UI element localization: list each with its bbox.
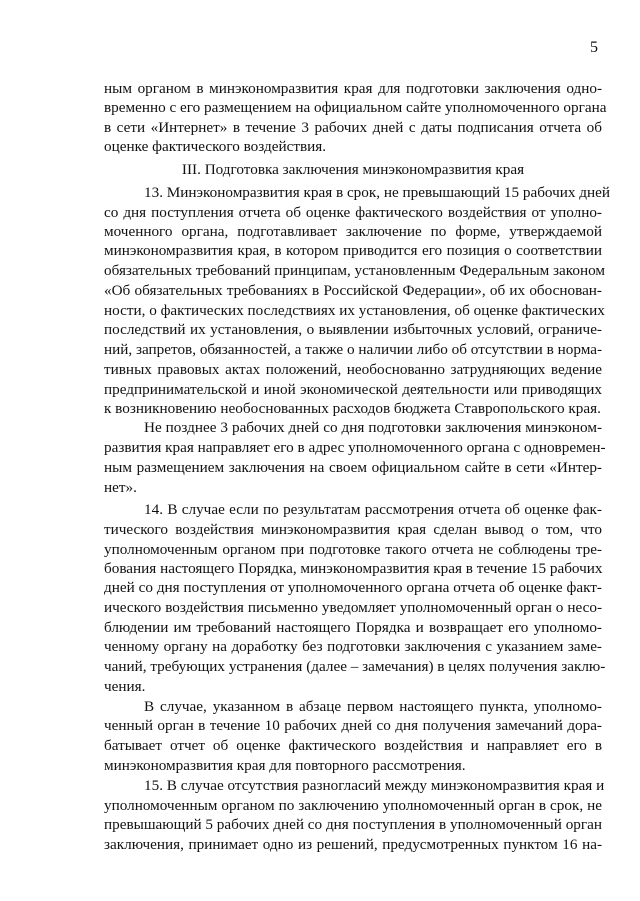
text-line: минэкономразвития края для повторного рассмотрения. — [104, 757, 466, 774]
text-line: 14. В случае если по результатам рассмотрения отчета об оценке фак- — [144, 501, 602, 518]
text-line: развития края направляет его в адрес уполномоченного органа с одновремен- — [104, 439, 606, 456]
text-line: ным размещением заключения на своем официальном сайте в сети «Интер- — [104, 459, 602, 476]
text-line: предпринимательской и иной экономической деятельности или приводящих — [104, 381, 602, 398]
text-line: тического воздействия минэкономразвития края сделан вывод о том, что — [104, 521, 602, 538]
text-line: блюдении им требований настоящего Порядка и возвращает его уполномо- — [104, 619, 602, 636]
text-line: уполномоченным органом по заключению уполномоченный орган в срок, не — [104, 797, 602, 814]
text-line: к возникновению необоснованных расходов бюджета Ставропольского края. — [104, 400, 601, 417]
text-line: бования настоящего Порядка, минэкономразвития края в течение 15 рабочих — [104, 560, 603, 577]
text-line: «Об обязательных требованиях в Российской Федерации», об их обоснован- — [104, 282, 602, 299]
text-line: временно с его размещением на официальном сайте уполномоченного органа — [104, 99, 607, 116]
text-line: 13. Минэкономразвития края в срок, не превышающий 15 рабочих дней — [144, 184, 611, 201]
text-line: нет». — [104, 479, 137, 496]
text-line: со дня поступления отчета об оценке фактического воздействия от уполно- — [104, 204, 602, 221]
text-line: оценке фактического воздействия. — [104, 138, 327, 155]
text-line: минэкономразвития края, в котором приводится его позиция о соответствии — [104, 242, 602, 259]
text-line: ченному органу на доработку без подготовки заключения с указанием заме- — [104, 638, 602, 655]
text-line: чения. — [104, 678, 146, 695]
text-line: ического воздействия письменно уведомляет уполномоченный орган о несо- — [104, 599, 602, 616]
text-line: Не позднее 3 рабочих дней со дня подготовки заключения минэконом- — [144, 419, 602, 436]
text-line: ченный орган в течение 10 рабочих дней со дня получения замечаний дора- — [104, 717, 602, 734]
text-line: ным органом в минэкономразвития края для подготовки заключения одно- — [104, 80, 602, 97]
text-line: ности, о фактических последствиях их установления, об оценке фактических — [104, 302, 605, 319]
text-line: тивных правовых актах положений, необоснованно затрудняющих ведение — [104, 361, 602, 378]
text-line: уполномоченным органом при подготовке такого отчета не соблюдены тре- — [104, 541, 602, 558]
text-line: обязательных требований принципам, установленным Федеральным законом — [104, 262, 606, 279]
text-line: III. Подготовка заключения минэкономразвития края — [181, 161, 525, 178]
text-line: батывает отчет об оценке фактического воздействия и направляет его в — [104, 737, 602, 754]
text-line: последствий их установления, о выявлении избыточных условий, ограниче- — [104, 321, 602, 338]
text-line: превышающий 5 рабочих дней со дня поступления в уполномоченный орган — [104, 816, 602, 833]
text-line: в сети «Интернет» в течение 3 рабочих дней с даты подписания отчета об — [104, 119, 602, 136]
text-line: ний, запретов, обязанностей, а также о наличии либо об отсутствии в норма- — [104, 341, 602, 358]
text-line: В случае, указанном в абзаце первом настоящего пункта, уполномо- — [144, 698, 602, 715]
text-line: моченного органа, подготавливает заключение по форме, утверждаемой — [104, 223, 602, 240]
text-line: чаний, требующих устранения (далее – замечания) в целях получения заклю- — [104, 658, 606, 675]
text-line: 15. В случае отсутствия разногласий между минэкономразвития края и — [144, 777, 605, 794]
text-line: заключения, принимает одно из решений, предусмотренных пунктом 16 на- — [104, 836, 602, 853]
page-number: 5 — [590, 39, 598, 56]
text-line: дней со дня поступления от уполномоченного органа отчета об оценке факт- — [104, 579, 602, 596]
